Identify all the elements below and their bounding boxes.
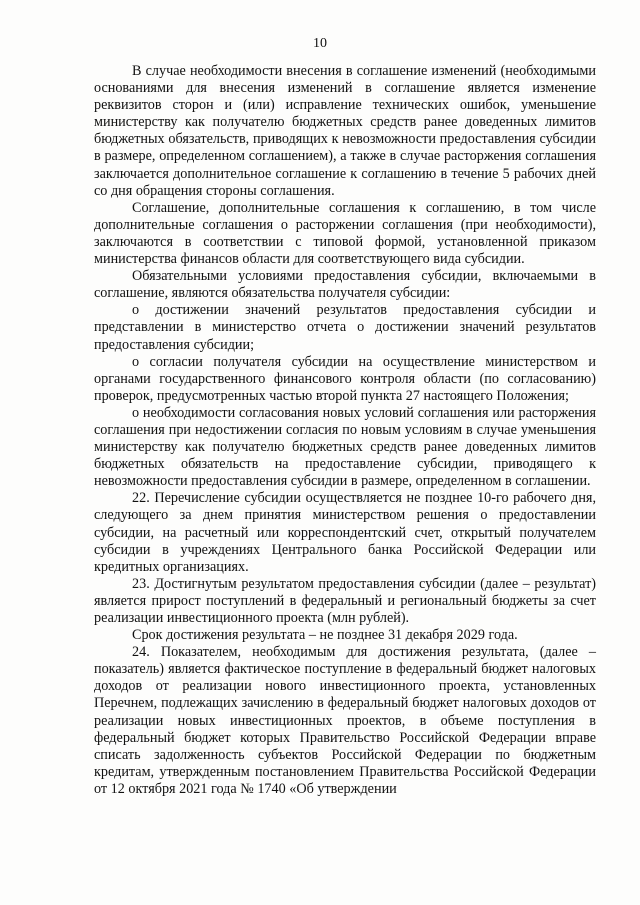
paragraph-22-transfer: 22. Перечисление субсидии осуществляется не позднее 10-го рабочего дня, следующего за днем принятия министерством решения о предоставлении субсидии, на расчетный или корреспондентский счет, открытый получателем субсидии в учреждениях Центрального банка Российской Федерации или кредитных организациях. bbox=[94, 490, 596, 575]
paragraph-condition-renegotiation: о необходимости согласования новых условий соглашения или расторжения соглашения при недостижении согласия по новым условиям в случае уменьшения министерству как получателю бюджетных средств ранее доведенных лимитов бюджетных обязательств на предоставление субсидии, приводящего к невозможности предоставления субсидии в размере, определенном в соглашении. bbox=[94, 404, 596, 490]
paragraph-amendments: В случае необходимости внесения в соглашение изменений (необходимыми основаниями для внесения изменений в соглашение является изменение реквизитов сторон и (или) исправление технических ошибок, уменьшение министерству как получателю бюджетных средств ранее доведенных лимитов бюджетных обязательств, приводящих к невозможности предоставления субсидии в размере, определенном соглашением), а также в случае расторжения соглашения заключается дополнительное соглашение к соглашению в течение 5 рабочих дней со дня обращения стороны соглашения. bbox=[94, 63, 596, 199]
document-body bbox=[94, 63, 596, 798]
paragraph-23-result: 23. Достигнутым результатом предоставления субсидии (далее – результат) является прирост поступлений в федеральный и региональный бюджеты за счет реализации инвестиционного проекта (млн рублей). bbox=[94, 575, 596, 626]
paragraph-mandatory-conditions: Обязательными условиями предоставления субсидии, включаемыми в соглашение, являются обязательства получателя субсидии: bbox=[94, 268, 596, 302]
paragraph-24-indicator: 24. Показателем, необходимым для достижения результата, (далее – показатель) является фактическое поступление в федеральный бюджет налоговых доходов от реализации нового инвестиционного проекта, установленных Перечнем, подлежащих зачислению в федеральный бюджет налоговых доходов от реализации новых инвестиционных проектов, в объеме поступления в федеральный бюджет которых Правительство Российской Федерации вправе списать задолженность субъектов Российской Федерации по бюджетным кредитам, утвержденным постановлением Правительства Российской Федерации от 12 октября 2021 года № 1740 «Об утверждении bbox=[94, 644, 596, 797]
page-number: 10 bbox=[313, 36, 327, 51]
paragraph-condition-results: о достижении значений результатов предоставления субсидии и представлении в министерство отчета о достижении значений результатов предоставления субсидии; bbox=[94, 302, 596, 353]
paragraph-result-deadline: Срок достижения результата – не позднее 31 декабря 2029 года. bbox=[132, 627, 518, 644]
paragraph-standard-form: Соглашение, дополнительные соглашения к соглашению, в том числе дополнительные соглашения о расторжении соглашения (при необходимости), заключаются в соответствии с типовой формой, установленной приказом министерства финансов области для соответствующего вида субсидии. bbox=[94, 199, 596, 268]
paragraph-condition-inspections: о согласии получателя субсидии на осуществление министерством и органами государственного финансового контроля области (по согласованию) проверок, предусмотренных частью второй пункта 27 настоящего Положения; bbox=[94, 353, 596, 404]
